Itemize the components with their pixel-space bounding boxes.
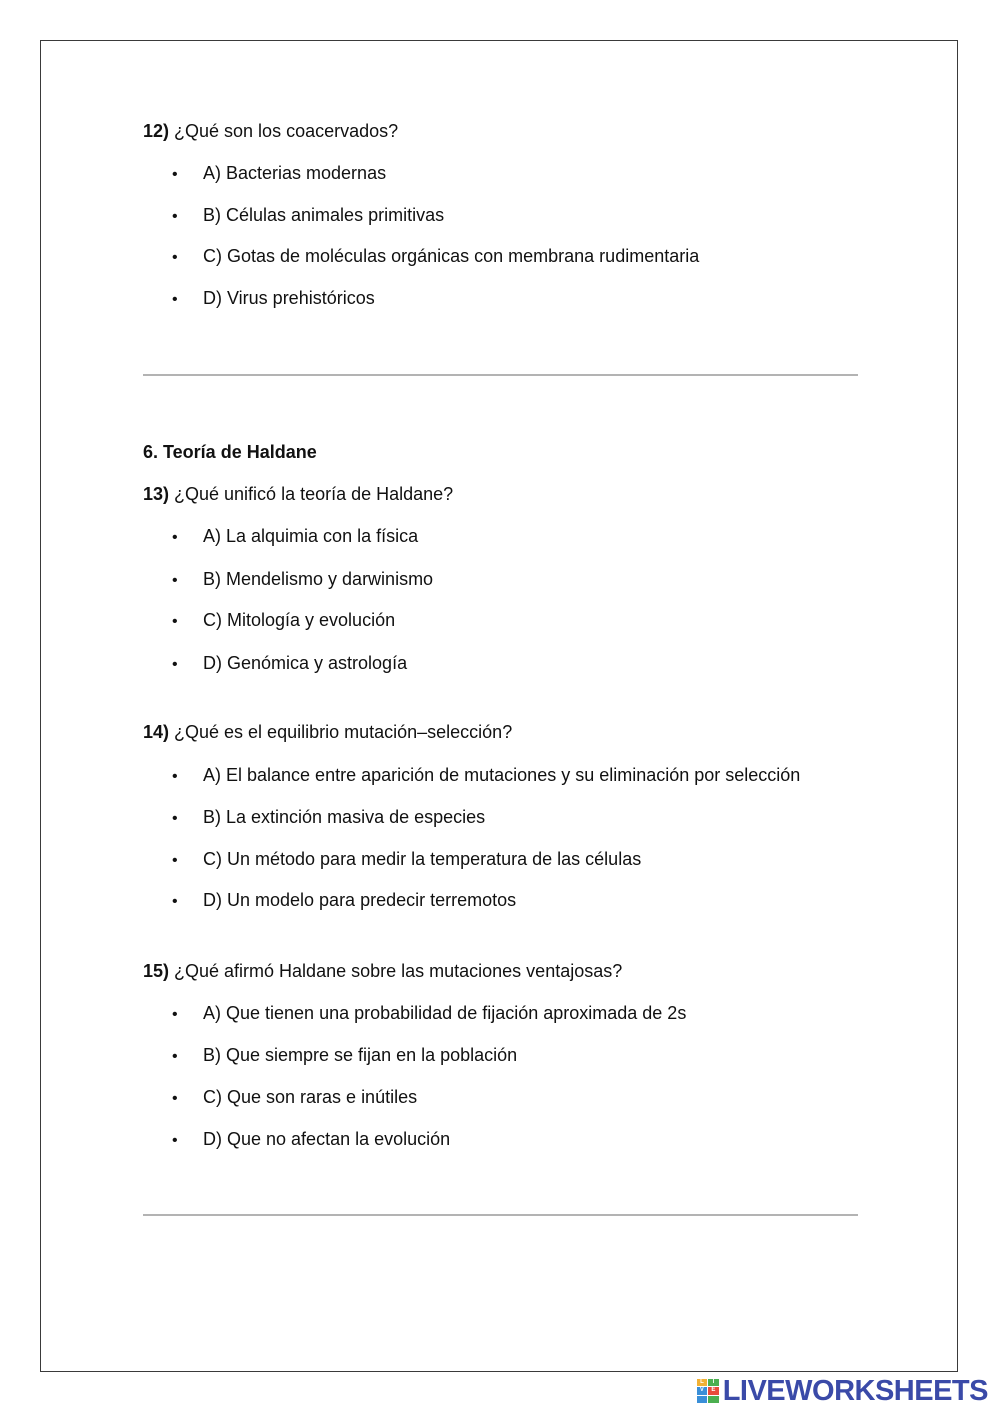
question-number: 15) <box>143 961 170 981</box>
option-label: A) Bacterias modernas <box>203 163 387 183</box>
logo-letter: E <box>708 1387 719 1394</box>
question-text: ¿Qué unificó la teoría de Haldane? <box>169 484 454 504</box>
bullet: • <box>172 1048 178 1065</box>
option-13-c[interactable] <box>172 609 395 633</box>
question-text: ¿Qué son los coacervados? <box>169 121 399 141</box>
option-label: D) Que no afectan la evolución <box>203 1129 451 1149</box>
bullet: • <box>172 572 178 589</box>
question-12 <box>143 120 398 142</box>
bullet: • <box>172 656 178 673</box>
question-number: 12) <box>143 121 170 141</box>
question-14 <box>143 721 512 743</box>
question-text: ¿Qué es el equilibrio mutación–selección? <box>169 722 513 742</box>
option-15-d[interactable] <box>172 1128 450 1152</box>
logo-block <box>697 1396 708 1403</box>
option-14-c[interactable] <box>172 848 641 872</box>
option-15-c[interactable] <box>172 1086 417 1110</box>
logo-letter: V <box>697 1387 708 1394</box>
logo-letter: I <box>708 1379 719 1386</box>
logo-letter: L <box>697 1379 708 1386</box>
bullet: • <box>172 1132 178 1149</box>
option-12-c[interactable] <box>172 245 699 269</box>
option-12-a[interactable] <box>172 162 386 186</box>
option-label: D) Un modelo para predecir terremotos <box>203 890 517 910</box>
option-label: B) Mendelismo y darwinismo <box>203 569 434 589</box>
logo-block <box>708 1396 719 1403</box>
option-label: A) Que tienen una probabilidad de fijación aproximada de 2s <box>203 1003 687 1023</box>
page-frame <box>40 40 958 1372</box>
bullet: • <box>172 852 178 869</box>
question-text: ¿Qué afirmó Haldane sobre las mutaciones ventajosas? <box>169 961 623 981</box>
bullet: • <box>172 166 178 183</box>
option-label: B) Células animales primitivas <box>203 205 445 225</box>
option-13-a[interactable] <box>172 525 418 549</box>
logo-text: LIVEWORKSHEETS <box>722 1374 988 1407</box>
option-15-a[interactable] <box>172 1002 686 1026</box>
option-12-d[interactable] <box>172 287 375 311</box>
question-13 <box>143 483 453 505</box>
bullet: • <box>172 208 178 225</box>
divider <box>143 374 858 376</box>
option-label: C) Mitología y evolución <box>203 610 396 630</box>
bullet: • <box>172 1006 178 1023</box>
option-15-b[interactable] <box>172 1044 517 1068</box>
option-14-a[interactable] <box>172 764 800 788</box>
option-14-b[interactable] <box>172 806 485 830</box>
option-label: B) Que siempre se fijan en la población <box>203 1045 518 1065</box>
bullet: • <box>172 613 178 630</box>
liveworksheets-logo <box>697 1373 988 1409</box>
option-13-d[interactable] <box>172 652 407 676</box>
bullet: • <box>172 249 178 266</box>
option-label: A) El balance entre aparición de mutaciones y su eliminación por selección <box>203 765 801 785</box>
option-label: A) La alquimia con la física <box>203 526 419 546</box>
option-label: D) Virus prehistóricos <box>203 288 375 308</box>
bullet: • <box>172 893 178 910</box>
question-number: 13) <box>143 484 170 504</box>
option-14-d[interactable] <box>172 889 516 913</box>
option-13-b[interactable] <box>172 568 433 592</box>
question-15 <box>143 960 622 982</box>
liveworksheets-icon <box>697 1379 719 1403</box>
bullet: • <box>172 291 178 308</box>
option-label: B) La extinción masiva de especies <box>203 807 486 827</box>
option-label: C) Que son raras e inútiles <box>203 1087 418 1107</box>
option-label: C) Gotas de moléculas orgánicas con membrana rudimentaria <box>203 246 700 266</box>
bullet: • <box>172 768 178 785</box>
option-label: D) Genómica y astrología <box>203 653 408 673</box>
option-12-b[interactable] <box>172 204 444 228</box>
option-label: C) Un método para medir la temperatura de las células <box>203 849 642 869</box>
bullet: • <box>172 529 178 546</box>
bullet: • <box>172 1090 178 1107</box>
section-heading: 6. Teoría de Haldane <box>143 442 317 462</box>
bullet: • <box>172 810 178 827</box>
divider <box>143 1214 858 1216</box>
question-number: 14) <box>143 722 170 742</box>
